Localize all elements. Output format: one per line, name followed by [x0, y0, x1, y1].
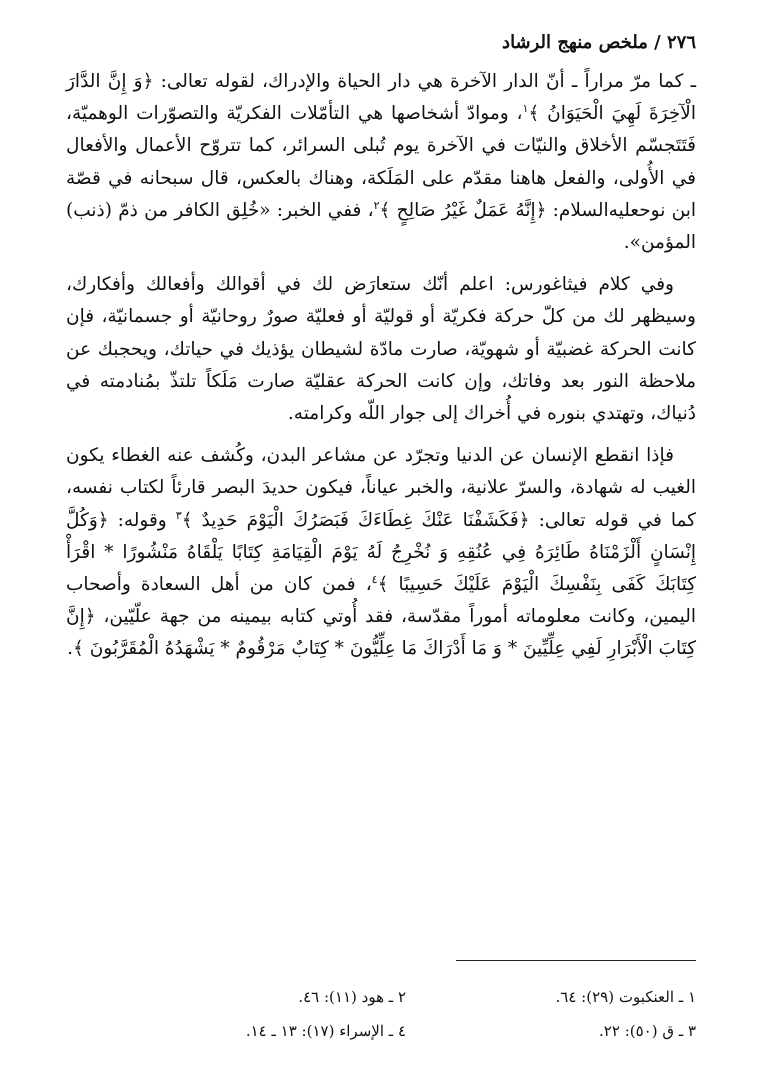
- paragraph-3-text-c: ، فمن كان من أهل السعادة وأصحاب اليمين، وكانت معلوماته أموراً مقدّسة، فقد أُوتي كتابه بيمينه من جهة علّيّين،: [66, 574, 696, 628]
- paragraph-1-text-c: ، ففي الخبر: «خُلِق الكافر من ذمّ (ذنب) المؤمن».: [66, 199, 696, 254]
- footnote-row: [66, 1014, 696, 1048]
- quran-verse-ankabut: ﴿وَ إِنَّ الدَّارَ الْآخِرَةَ لَهِيَ الْحَيَوَانُ ﴾: [66, 71, 696, 125]
- footnote-divider: [456, 960, 696, 961]
- footnote-row: [66, 980, 696, 1014]
- paragraph-2-text: وفي كلام فيثاغورس: اعلم أنّك ستعارَض لك في أقوالك وأفعالك وأفكارك، وسيظهر لك من كلّ حركة فكريّة أو قوليّة أو فعليّة صورٌ روحانيّة أو جسمانيّة، فإن كانت الحركة غضبيّة أو شهويّة، صارت مادّة لشيطان يؤذيك في حياتك، ويحجبك عن ملاحظة النور بعد وفاتك، وإن كانت الحركة عقليّة صارت مَلَكاً تلتذّ بمُنادمته في دُنياك، وتهتدي بنوره في أُخراك إلى جوار اللّه وكرامته.: [66, 274, 696, 425]
- header-separator: /: [654, 32, 661, 53]
- document-page: [66, 30, 696, 1064]
- paragraph-3: [66, 440, 696, 665]
- quran-verse-mutaffifin: ﴿إِنَّ كِتَابَ الْأَبْرَارِ لَفِي عِلِّيِّينَ * وَ مَا أَدْرَاكَ مَا عِلِّيُّونَ * كِتَابٌ مَرْقُومٌ * يَشْهَدُهُ الْمُقَرَّبُونَ ﴾: [66, 606, 696, 660]
- paragraph-1: [66, 66, 696, 259]
- running-header: [66, 30, 696, 56]
- quran-verse-qaf: ﴿فَكَشَفْنَا عَنْكَ غِطَاءَكَ فَبَصَرُكَ الْيَوْمَ حَدِيدٌ ﴾: [181, 509, 530, 531]
- footnote-2: ٢ ـ هود (١١): ٤٦.: [298, 988, 406, 1006]
- paragraph-3-text-a: فإذا انقطع الإنسان عن الدنيا وتجرّد عن مشاعر البدن، وكُشف عنه الغطاء يكون الغيب له شهادة، والسرّ علانية، والخبر عياناً، فيكون حديدَ البصر قارئاً لكتاب نفسه، كما في قوله تعالى:: [66, 445, 696, 531]
- book-title: ملخص منهج الرشاد: [502, 32, 648, 53]
- body-text: [66, 66, 696, 666]
- footnotes: [66, 980, 696, 1048]
- paragraph-2: [66, 269, 696, 430]
- page-number: ٢٧٦: [666, 32, 696, 53]
- footnote-1: ١ ـ العنكبوت (٢٩): ٦٤.: [555, 988, 696, 1006]
- paragraph-3-text-b: وقوله:: [108, 509, 176, 531]
- quran-verse-isra: ﴿وَكُلَّ إِنْسَانٍ أَلْزَمْنَاهُ طَائِرَهُ فِي عُنُقِهِ وَ نُخْرِجُ لَهُ يَوْمَ الْقِيَامَةِ كِتَابًا يَلْقَاهُ مَنْشُورًا * اقْرَأْ كِتَابَكَ كَفَى بِنَفْسِكَ الْيَوْمَ عَلَيْكَ حَسِيبًا ﴾: [66, 509, 697, 596]
- quran-verse-hud: ﴿إِنَّهُ عَمَلٌ غَيْرُ صَالِحٍ ﴾: [379, 199, 547, 221]
- paragraph-1-text-a: ـ كما مرّ مراراً ـ أنّ الدار الآخرة هي دار الحياة والإدراك، لقوله تعالى:: [153, 71, 697, 92]
- paragraph-1-text-b: ، وموادّ أشخاصها هي التأمّلات الفكريّة والتصوّرات الوهميّة، فَتَتَجسّم الأخلاق والنيّات في الآخرة يوم تُبلى السرائر، كما تتروّح الأعمال والأفعال في الأُولى، والفعل هاهنا مقدّم على المَلَكة، وهناك بالعكس، قال سبحانه في قصّة ابن نوحعليه‌السلام:: [66, 103, 696, 221]
- footnote-ref-2: ٢: [373, 198, 380, 212]
- footnote-ref-1: ١: [522, 102, 529, 116]
- footnote-ref-3: ٣: [175, 508, 182, 522]
- footnote-ref-4: ٤: [371, 572, 378, 586]
- paragraph-3-text-d: .: [67, 638, 73, 660]
- footnote-3: ٣ ـ ق (٥٠): ٢٢.: [599, 1022, 696, 1040]
- footnote-4: ٤ ـ الإسراء (١٧): ١٣ ـ ١٤.: [245, 1022, 406, 1040]
